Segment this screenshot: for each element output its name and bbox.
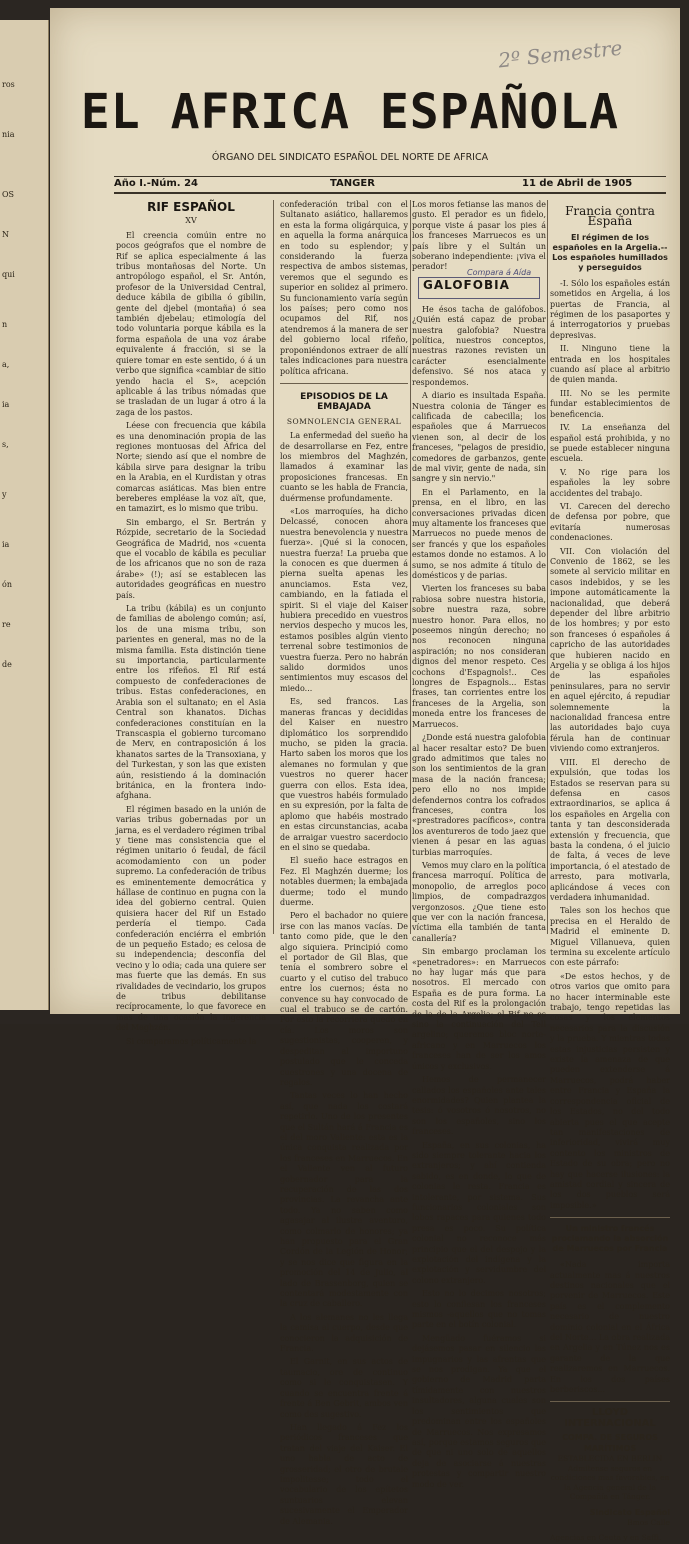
ad-established: ESTABLECIDA EN BERLIN: [557, 1454, 663, 1464]
paragraph: A diario es insultada España. Nuestra colonia de Tánger es calificada de cabecilla; los españoles que á Marruecos vienen son, al decir de los franceses, "pelagos de presidio, comedores de garbanzos, gente de mal vivir, gente de nada, sin sangre y sin nervio.": [412, 391, 546, 484]
issue-date: 11 de Abril de 1905: [522, 178, 633, 189]
newspaper-title: EL AFRICA ESPAÑOLA: [80, 84, 620, 140]
ad-signature-note: Bmos Calle: [627, 1517, 670, 1527]
paragraph: Sin embargo, el Sr. Bertrán y Rózpide, secretario de la Sociedad Geográfica de Madrid, nos «cuenta que el vocablo de kábila es peculiar de los africanos que no son de raza árabe» (!); así se establecen las autoridades geográficas en nuestro país.: [116, 517, 266, 600]
section-divider: [550, 1401, 670, 1402]
paragraph: Si comparamos políticamente la: [126, 1036, 257, 1046]
ad-subtitle: COMPA. DE SEGUROS MARÍTIMOS: [562, 1433, 658, 1453]
paragraph: «Los marroquíes, ha dicho Delcassé, conocen ahora nuestra benevolencia y nuestra fuerza». ¡Qué si la conocen, nuestra fuerza! La prueba que la conocen es que duermen á pierna suelta apenas les anunciamos. Esta vez, cambiando, en la fatiada el spirit. Si el viaje del Kaiser hubiera precedido en vuestros nervios despecho y mucos les, estamos posibles algún viento terrenal sobre testimonios de vuestra fuerza. Pero no habrán salido dormidos unos sentimientos muy escasos del miedo...: [280, 506, 408, 693]
paragraph: La tribu (kábila) es un conjunto de familias de abolengo común; así, los de una misma tribu, son parientes en general, mas no de la misma familia. Esta distinción tiene su importancia, particularmente entre los rifeños. El Rif está compuesto de confederaciones de tribus. Estas confederaciones, en Arabia son el sultanato; en el Asia Central son khanatos. Dichas confederaciones constituían en la Transcaspia el gobierno turcomano de Merv, en contraposición á los khanatos sartes de la Transoxiana, y del Turkestan, y son las que existen aún, resistiendo á la dominación británica, en la frontera indo-afghana.: [116, 604, 266, 801]
paragraph: España, en sus colonias, ha sido siempre tolerante hacia los extranjeros; y ahí contienda sabido, es en donde, lo que de colonias le resta. Francia es intolerante, por sistema. Sus funcionarios coloniales son lobos rapaces para quienes todo presa es poco. Su política colonial no reconoce más principio que el del despojo y la explotación del indígena y la explotación y servidumbre del colono extranjero.: [412, 1140, 546, 1285]
paragraph: Vierten los franceses su baba rabiosa sobre nuestra historia, sobre nuestra raza, sobre nuestro honor. Para ellos, no poseemos ningún derecho; no nos reconocen ninguna aspiración; no nos consideran dignos del menor respeto. Ces cochons d'Espagnols!.. Ces longres de Espagnols... Estas frases, tan corrientes entre los franceses de la Argelia, son moneda entre los franceses de Marruecos.: [412, 584, 546, 729]
article-number: XV: [185, 216, 197, 226]
section-divider: [550, 1217, 670, 1218]
section-divider: [280, 383, 408, 384]
paragraph: A los alemanes no les llega la camisa al cuerpo, desde que conocieron la adquisición de Francia.: [280, 1312, 408, 1354]
ad-footer: Agencias en Ceuta y en Saffi.: [550, 1533, 662, 1543]
column-embajada: [280, 200, 408, 1526]
paragraph: Vemos muy claro en la política francesa marroquí. Política de monopolio, de arreglos poco limpios, de compadrazgos vergonzosos. ¿Que tiene esto que ver con la nación francesa, víctima ella también de tanta canallería?: [412, 860, 546, 943]
article-subheading-regimen: El régimen de los españoles en la Argelia.--Los españoles humillados y perseguidos: [552, 232, 668, 272]
paragraph: «Nada importa actualmente mas á nuestros destinos nacionales que el porvenir de Marruecos. Este país es el complemento necesario de nuestro dominio colonial en el África del Norte... La obra realizada en Argelia y en Túnez nos es garante de la que realizaremos en Marruecos. En los dos países berberiscos...: [550, 1260, 670, 1395]
paragraph: Esto no lo decimos nosotros; esto lo confiesan los franceses mismos -aquellos que no tomas parte en el botín colonial.: [412, 1289, 546, 1330]
paragraph: VII. Con violación del Convenio de 1862, se les somete al servicio militar en casos indebidos, y se les impone automáticamente la nacionalidad, que deberá depender del libre arbitrio de los hombres; y por esto son franceses ó españoles á capricho de las autoridades que hubieren nacido en Argelia y se obliga á los hijos de las españoles peninsulares, para no servir en aquel ejército, á repudiar solemnemente la nacionalidad francesa entre las autoridades bajo cuya férula han de continuar viviendo como extranjeros.: [550, 546, 670, 754]
masthead-rule-bottom: [114, 192, 666, 194]
paragraph: En el Parlamento, en la prensa, en el libro, en las conversaciones privadas dicen muy altamente los franceses que Marruecos no puede menos de ser francés y que los españoles estamos donde no estamos. A lo sumo, se nos admite á título de domésticos y de parias.: [412, 487, 546, 580]
article-heading-embajada: EPISODIOS DE LA EMBAJADA: [300, 391, 388, 413]
ad-signature: Sindicato Español: [589, 1507, 670, 1517]
paragraph: El régimen basado en la unión de varias tribus gobernadas por un jarna, es el verdadero régimen tribal y tiene mas consistencia que el régimen unitario ó feudal, de fácil acomodamiento con un poder supremo. La confederación de tribus es eminentemente democrática y hállase de continuo en pugna con la idea del gobierno central. Quien quisiera hacer del Rif un Estado perdería el tiempo. Cada confederación enciérra el embrión de un pequeño Estado; es celosa de su independencia; desconfía del vecino y lo odia; cada una quiere ser mas fuerte que las demás. En sus rivalidades de vecindario, los grupos de tribus debilitanse recíprocamente, lo que favorece en mas de una ocasión la ingerencia del Maghzén.: [116, 804, 266, 1033]
adjacent-page-fragment: ros: [2, 80, 15, 89]
paragraph: confederación tribal con el Sultanato asiático, hallaremos en esta la forma oligárquica, y en aquella la forma anárquica en todo su esplendor; y considerando la fuerza respectiva de ambos sistemas, veremos que el segundo es superior en solidez al primero. Su funcionamiento varía según los países; pero como nos ocupamos del Rif, nos atendremos á la manera de ser del gobierno local rifeño, proponiéndonos extraer de allí tales indicaciones para nuestra política africana.: [280, 200, 408, 376]
adjacent-page-fragment: y: [2, 490, 7, 499]
paragraph: El creencia comúin entre no pocos geógrafos que el nombre de Rif se aplica especialmente á las tribus montañosas del Norte. Un antropólogo español, el Sr. Antón, profesor de la Universidad Central, deduce kábila de gibilia ó gibilin, gente del djebel (montaña) ó sea también djebelau; etimología del todo voluntaria porque kábila es la forma española de una voz árabe equivalente á fracción, si se la quiere tomar en este sentido, ó á un verbo que significa «cambiar de sitio yendo hacia el S», acepción aplicable á las tribus nómadas que se trasladan de un lugar á otro á la zaga de los pastos.: [116, 230, 266, 417]
paragraph: Tales son los hechos que precisa en el Heraldo de Madrid el eminente D. Miguel Villanueva, quien termina su excelente artículo con este párrafo:: [550, 906, 670, 968]
ad-title-lloyd: LLOYD INTERNACIONAL: [564, 1407, 656, 1429]
paragraph: VI. Carecen del derecho de defensa por pobre, que evitaría numerosas condenaciones.: [550, 501, 670, 543]
adjacent-page-fragment: N: [2, 230, 9, 239]
paragraph: Mengüado fuéramos si dejásemos pasar en silencio las impugnarios y las afrentas que se nos prodigan. Ya que el gobierno de Madrid parta tímidamente con nuestros insultadores, alguna cuales son los sentimientos que predominan entre los españoles de Marruecos. Nos expresamos así, porque estamos seguros que de que ni uno solo de aquellos deja de asociarse á nuestras protestas y compartir nuestro modo de ver.: [412, 1333, 546, 1489]
adjacent-page-fragment: qui: [2, 270, 15, 279]
adjacent-page-fragment: re: [2, 620, 11, 629]
adjacent-page-fragment: ia: [2, 540, 10, 549]
handwritten-annotation: Compara á Aída: [467, 267, 532, 277]
paragraph: «De estos hechos, y de otros varios que omito para no hacer interminable este trabajo, tengo repetidas las cosas y los elementos necesarios para la discusión y la prueba. Y mientras todas estas injusticias persisten y existe la amenaza de que pueden extenderse á Marruecos, podrá haber entre Francia y España la correspondencia oficial de los Estados, no del todo abierta pues el que acepte tan manifestaciones de inferioridad, vivirá muy contento los ministros de Estado de su obra; pero no hay que hacerse ilusiones: la amistad cordial y sincera de los dos pueblos será imposible.»: [550, 971, 670, 1210]
masthead-rule-top: [114, 176, 666, 177]
column-divider: [547, 200, 548, 934]
column-divider: [273, 200, 274, 934]
newspaper-page: [50, 8, 680, 1543]
column-galofobia: [412, 200, 546, 1489]
galofobia-title: GALOFOBIA: [423, 277, 510, 292]
article-subheading-somnolencia: SOMNOLENCIA GENERAL: [286, 416, 402, 426]
paragraph: III. No se les permite fundar establecimientos de beneficencia.: [550, 388, 670, 419]
adjacent-page-fragment: ia: [2, 400, 10, 409]
paragraph: Léese con frecuencia que kábila es una denominación propia de las regiones montuosas del África del Norte; siendo así que el nombre de kábila sirve para designar la tribu en la Arabia, en el Kurdistan y otras comarcas asiáticas. Mas bien entre bereberes empléase la voz aït, que, en tamazirt, es lo mismo que tribu.: [116, 421, 266, 514]
paragraph: -I. Sólo los españoles están sometidos en Argelia, á los puertas de Francia, al régimen de los pasaportes y á interrogatorios y pruebas depresivas.: [550, 278, 670, 340]
adjacent-page-fragment: ón: [2, 580, 12, 589]
paragraph: Los moros fetianse las manos de gusto. El perador es un fidelo, porque viste á pasar los pies á los franceses Marruecos es un país libre y el Sultán un soberano independiente: ¡viva el perador!: [412, 200, 546, 272]
article-heading-francia: Francia contra España: [565, 204, 655, 229]
paragraph: Hemos de permanecer callados los españoles ante tales enormidades? Quien plantea la tesis: ó vosotros ó nosotros, no son los españoles, sino los franceses.: [412, 1075, 546, 1137]
adjacent-page-fragment: de: [2, 660, 12, 669]
adjacent-page-fragment: a,: [2, 360, 10, 369]
organ-subtitle: ÓRGANO DEL SINDICATO ESPAÑOL DEL NORTE DE AFRICA: [211, 152, 489, 163]
paragraph: V. No rige para los españoles la ley sobre accidentes del trabajo.: [550, 467, 670, 498]
column-francia-espana: [550, 200, 670, 1543]
column-divider: [410, 200, 411, 934]
adjacent-page-strip: [0, 20, 49, 1010]
ad-text: Admitense seguros en condiciones mas favorables, en la Agencia general de la Compañía en Tánger.: [550, 1463, 670, 1502]
paragraph: IV. La enseñanza del español está prohibida, y no se puede establecer ninguna escuela.: [550, 423, 670, 464]
paragraph: He ésos tacha de galófobos. ¿Quién está capaz de probar nuestra galofobia? Nuestra política, nuestros conceptos, nuestras razones revisten un carácter esencialmente defensivo. Sé nos ataca y respondemos.: [412, 304, 546, 387]
article-heading-ministro: Un ministro francés proclamando la absorción de Marruecos por Francia: [551, 1224, 669, 1254]
adjacent-page-fragment: nia: [2, 130, 15, 139]
paragraph: II. Ninguno tiene la entrada en los hospitales cuando así place al arbitrio de quien manda.: [550, 344, 670, 385]
adjacent-page-fragment: n: [2, 320, 8, 329]
article-heading-galofobia: [418, 267, 540, 299]
issue-number: Año I.-Núm. 24: [114, 178, 198, 189]
adjacent-page-fragment: OS: [2, 190, 15, 199]
paragraph: VIII. El derecho de expulsión, que todas los Estados se reservan para su defensa en casos extraordinarios, se aplica á los españoles en Argelia con tanta y tan desconsiderada extensión y frecuencia, que basta la condena, ó el juicio de falta, á veces de leve importancia, ó el atestado de arresto, para motivarla, aplicándose á veces con verdadera inhumanidad.: [550, 757, 670, 902]
paragraph: La enfermedad del sueño ha de desarrollarse en Fez, entre los miembros del Maghzén, llamados á examinar las proposiciones francesas. En cuanto se les habla de Francia, duérmense profundamente.: [280, 431, 408, 503]
paragraph: El sueño hace estragos en Fez. El Maghzén duerme; los notables duermen; la embajada duerme; todo el mundo duerme.: [280, 856, 408, 907]
column-rif-espanol: [116, 200, 266, 1046]
paragraph: Es, sed francos. Las maneras francas y decididas del Kaiser en nuestro diplomático los sorprendido mucho, se piden la gracia. Harto saben los moros que los alemanes no formulan y que vuestros no querer hacer guerra con ellos. Esta idea, que vuestros habéis formulado en su expresión, por la falta de aplomo que habéis mostrado en estas circunstancias, acaba de arraigar vuestro sacerdocio en el sino se quedaba.: [280, 697, 408, 852]
article-heading-rif: RIF ESPAÑOL: [147, 200, 235, 214]
paragraph: Pero el bachador no quiere irse con las manos vacías. De tanto como pide, que le den algo siquiera. Principió como el portador de Gil Blas, que tenía el sombrero sobre el cuarto y el cutiso del trabuco entre los cuernos; ésta no convence su hay convocado de cual el trabuco se de cartón. Por esto la recorriera quedo en cía. Los moros son sugestionistas, cooperen, y despeditan al importuno postulado que le conceda cuestrones y una docena de regalos.: [280, 911, 408, 1087]
handwritten-note: 2º Semestre: [497, 35, 624, 73]
paragraph: Tantas veces lo han hecho así, que nada los costará repetirlo. Uno de los presentes que el Sultán hará á Francia es el del moro Valiente: esta es la única conquista realizada por los franceses en Marruecos. En el Valiente ven al futuro gobernador para la recuperación de las dos provincias. La revancha ante todo. Ya no saben como agasajar al ilustre aventuro, como colmarlo de honores; ya han propuesto para el Gran Cordón de la Legión de Honor; y se nos dice que figura en la promoción del 14 de Julio, al lado de Brassenborg, quien se contentará modestamente con la cruz de caballero.: [280, 1091, 408, 1309]
paragraph: ¿Donde está nuestra galofobia al hacer resaltar esto? De buen grado admitimos que tales no son los sentimientos de la gran masa de la nación francesa; pero ello no nos impide defendernos contra los cofrados franceses, contra los «prestradores pacíficos», contra los aventureros de todo jaez que vienen á pesar en las aguas turbias marroquíes.: [412, 733, 546, 857]
paragraph: Sin embargo proclaman los «penetradores»: en Marruecos no hay lugar más que para nosotros. El mercado con España es de pura forma. La costa del Rif es la prolongación de la de la Argelia; el Rif no es sino la continuación del Tell argelino; queremos bloc norte-africano y en Marruecos los franceses han de ser los amos únicos y exclusivos.: [412, 947, 546, 1071]
paragraph: Han llegado á Fez los periódicos franceses que tratan del viaje del Kaiser. El uno habla de acto de grosseridad; el otro de brutale impolitesse; todo el vocabulario de los epítetos suntuarios elevan sucesivamente el Emperador de Alemania.: [280, 1422, 408, 1526]
adjacent-page-fragment: s,: [2, 440, 9, 449]
issue-city: TANGER: [330, 178, 375, 189]
paragraph: El Garnit, en sus actos de taumacio, ore de continuo como si le conquistasen. Y cuando se encuentra frente á frente á Ben Gebrit, ambos ven como des sugestivo.: [280, 1357, 408, 1419]
